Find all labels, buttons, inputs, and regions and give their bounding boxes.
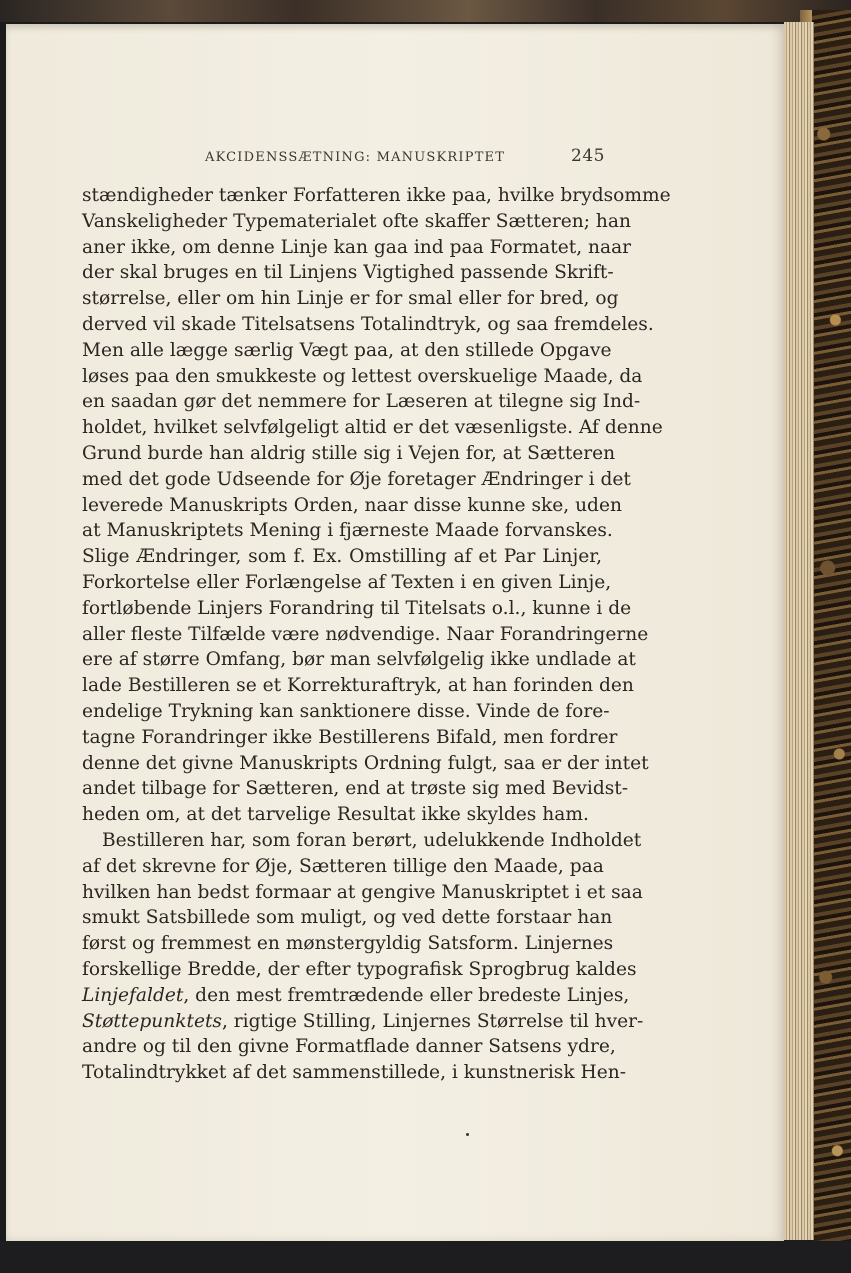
text-segment: lade Bestilleren se et Korrekturaftryk, at han forinden den [82, 675, 634, 697]
text-segment: ere af større Omfang, bør man selvfølgelig ikke undlade at [82, 649, 636, 671]
text-segment: en saadan gør det nemmere for Læseren at tilegne sig Ind- [82, 391, 641, 413]
text-line [82, 673, 634, 699]
italic-term: Støttepunktets [82, 1010, 222, 1032]
text-segment: stændigheder tænker Forfatteren ikke paa, hvilke brydsomme [82, 185, 671, 206]
text-line [82, 802, 602, 828]
text-segment: størrelse, eller om hin Linje er for smal eller for bred, og [82, 288, 619, 310]
text-segment: Forkortelse eller Forlængelse af Texten i en given Linje, [82, 571, 612, 593]
text-segment: holdet, hvilket selvfølgeligt altid er det væsenligste. Af denne [82, 417, 663, 439]
text-segment: leverede Manuskripts Orden, naar disse kunne ske, uden [82, 494, 622, 516]
text-line [82, 389, 641, 415]
text-line [82, 312, 654, 338]
text-segment: at Manuskriptets Mening i fjærneste Maade forvanskes. [82, 520, 613, 542]
text-segment: hvilken han bedst formaar at gengive Manuskriptet i et saa [82, 881, 643, 903]
text-line [82, 183, 671, 209]
text-line [82, 905, 613, 931]
text-segment: aner ikke, om denne Linje kan gaa ind paa Formatet, naar [82, 236, 632, 258]
text-line [82, 880, 643, 906]
text-line [82, 622, 649, 648]
marbled-cover-edge [812, 10, 851, 1250]
text-line [82, 699, 610, 725]
text-segment: andet tilbage for Sætteren, end at trøste sig med Bevidst- [82, 778, 629, 800]
scan-bottom-edge [0, 1241, 851, 1273]
text-line [82, 931, 614, 957]
text-line [82, 235, 632, 261]
text-line [82, 260, 614, 286]
text-line [82, 209, 631, 235]
scan-top-edge [0, 0, 851, 22]
text-segment: med det gode Udseende for Øje foretager Ændringer i det [82, 468, 631, 490]
text-line [82, 286, 619, 312]
text-segment: løses paa den smukkeste og lettest overskuelige Maade, da [82, 365, 643, 387]
text-line [82, 828, 642, 854]
text-line [82, 518, 613, 544]
printer-mark [466, 1133, 469, 1136]
text-line [82, 1009, 644, 1035]
text-line [82, 751, 649, 777]
text-line [82, 570, 612, 596]
text-segment: derved vil skade Titelsatsens Totalindtryk, og saa fremdeles. [82, 313, 654, 335]
page-number: 245 [571, 146, 605, 166]
text-line [82, 1060, 626, 1086]
text-segment: Vanskeligheder Typematerialet ofte skaffer Sætteren; han [82, 210, 631, 232]
text-segment: først og fremmest en mønstergyldig Satsform. Linjernes [82, 933, 614, 955]
text-line [82, 596, 632, 622]
text-segment: denne det givne Manuskripts Ordning fulgt, saa er der intet [82, 752, 649, 774]
page-edges [784, 22, 814, 1240]
text-line [82, 441, 616, 467]
text-segment: der skal bruges en til Linjens Vigtighed passende Skrift- [82, 262, 614, 284]
text-segment: , rigtige Stilling, Linjernes Størrelse til hver- [221, 1010, 644, 1032]
text-segment: fortløbende Linjers Forandring til Titelsats o.l., kunne i de [82, 597, 632, 619]
text-line [82, 338, 612, 364]
text-line [82, 467, 631, 493]
text-line [82, 1034, 616, 1060]
italic-term: Linjefaldet [82, 984, 184, 1006]
text-segment: tagne Forandringer ikke Bestillerens Bifald, men fordrer [82, 726, 618, 748]
text-line [82, 493, 622, 519]
text-line [82, 364, 643, 390]
text-line [82, 854, 602, 880]
text-segment: Slige Ændringer, som f. Ex. Omstilling af et Par Linjer, [82, 546, 602, 568]
text-segment: andre og til den givne Formatflade danner Satsens ydre, [82, 1036, 616, 1058]
text-line [82, 725, 618, 751]
text-line [82, 957, 637, 983]
text-segment: forskellige Bredde, der efter typografisk Sprogbrug kaldes [82, 958, 637, 980]
text-segment: Totalindtrykket af det sammenstillede, i kunstnerisk Hen- [82, 1062, 626, 1084]
text-segment: Grund burde han aldrig stille sig i Vejen for, at Sætteren [82, 442, 616, 464]
running-title: AKCIDENSSÆTNING: MANUSKRIPTET [205, 150, 506, 165]
text-segment: aller fleste Tilfælde være nødvendige. Naar Forandringerne [82, 623, 649, 645]
text-line [82, 983, 630, 1009]
running-header [205, 146, 605, 170]
text-line [82, 647, 636, 673]
text-segment: Bestilleren har, som foran berørt, udelukkende Indholdet [102, 829, 642, 851]
text-segment: af det skrevne for Øje, Sætteren tillige den Maade, paa [82, 855, 604, 877]
text-segment: heden om, at det tarvelige Resultat ikke skyldes ham. [82, 804, 589, 826]
text-line [82, 544, 602, 570]
body-text [82, 183, 671, 1086]
text-segment: smukt Satsbillede som muligt, og ved dette forstaar han [82, 907, 613, 929]
text-line [82, 415, 663, 441]
text-segment: Men alle lægge særlig Vægt paa, at den stillede Opgave [82, 339, 612, 361]
text-segment: endelige Trykning kan sanktionere disse. Vinde de fore- [82, 700, 610, 722]
text-line [82, 776, 629, 802]
text-segment: , den mest fremtrædende eller bredeste Linjes, [183, 984, 630, 1006]
